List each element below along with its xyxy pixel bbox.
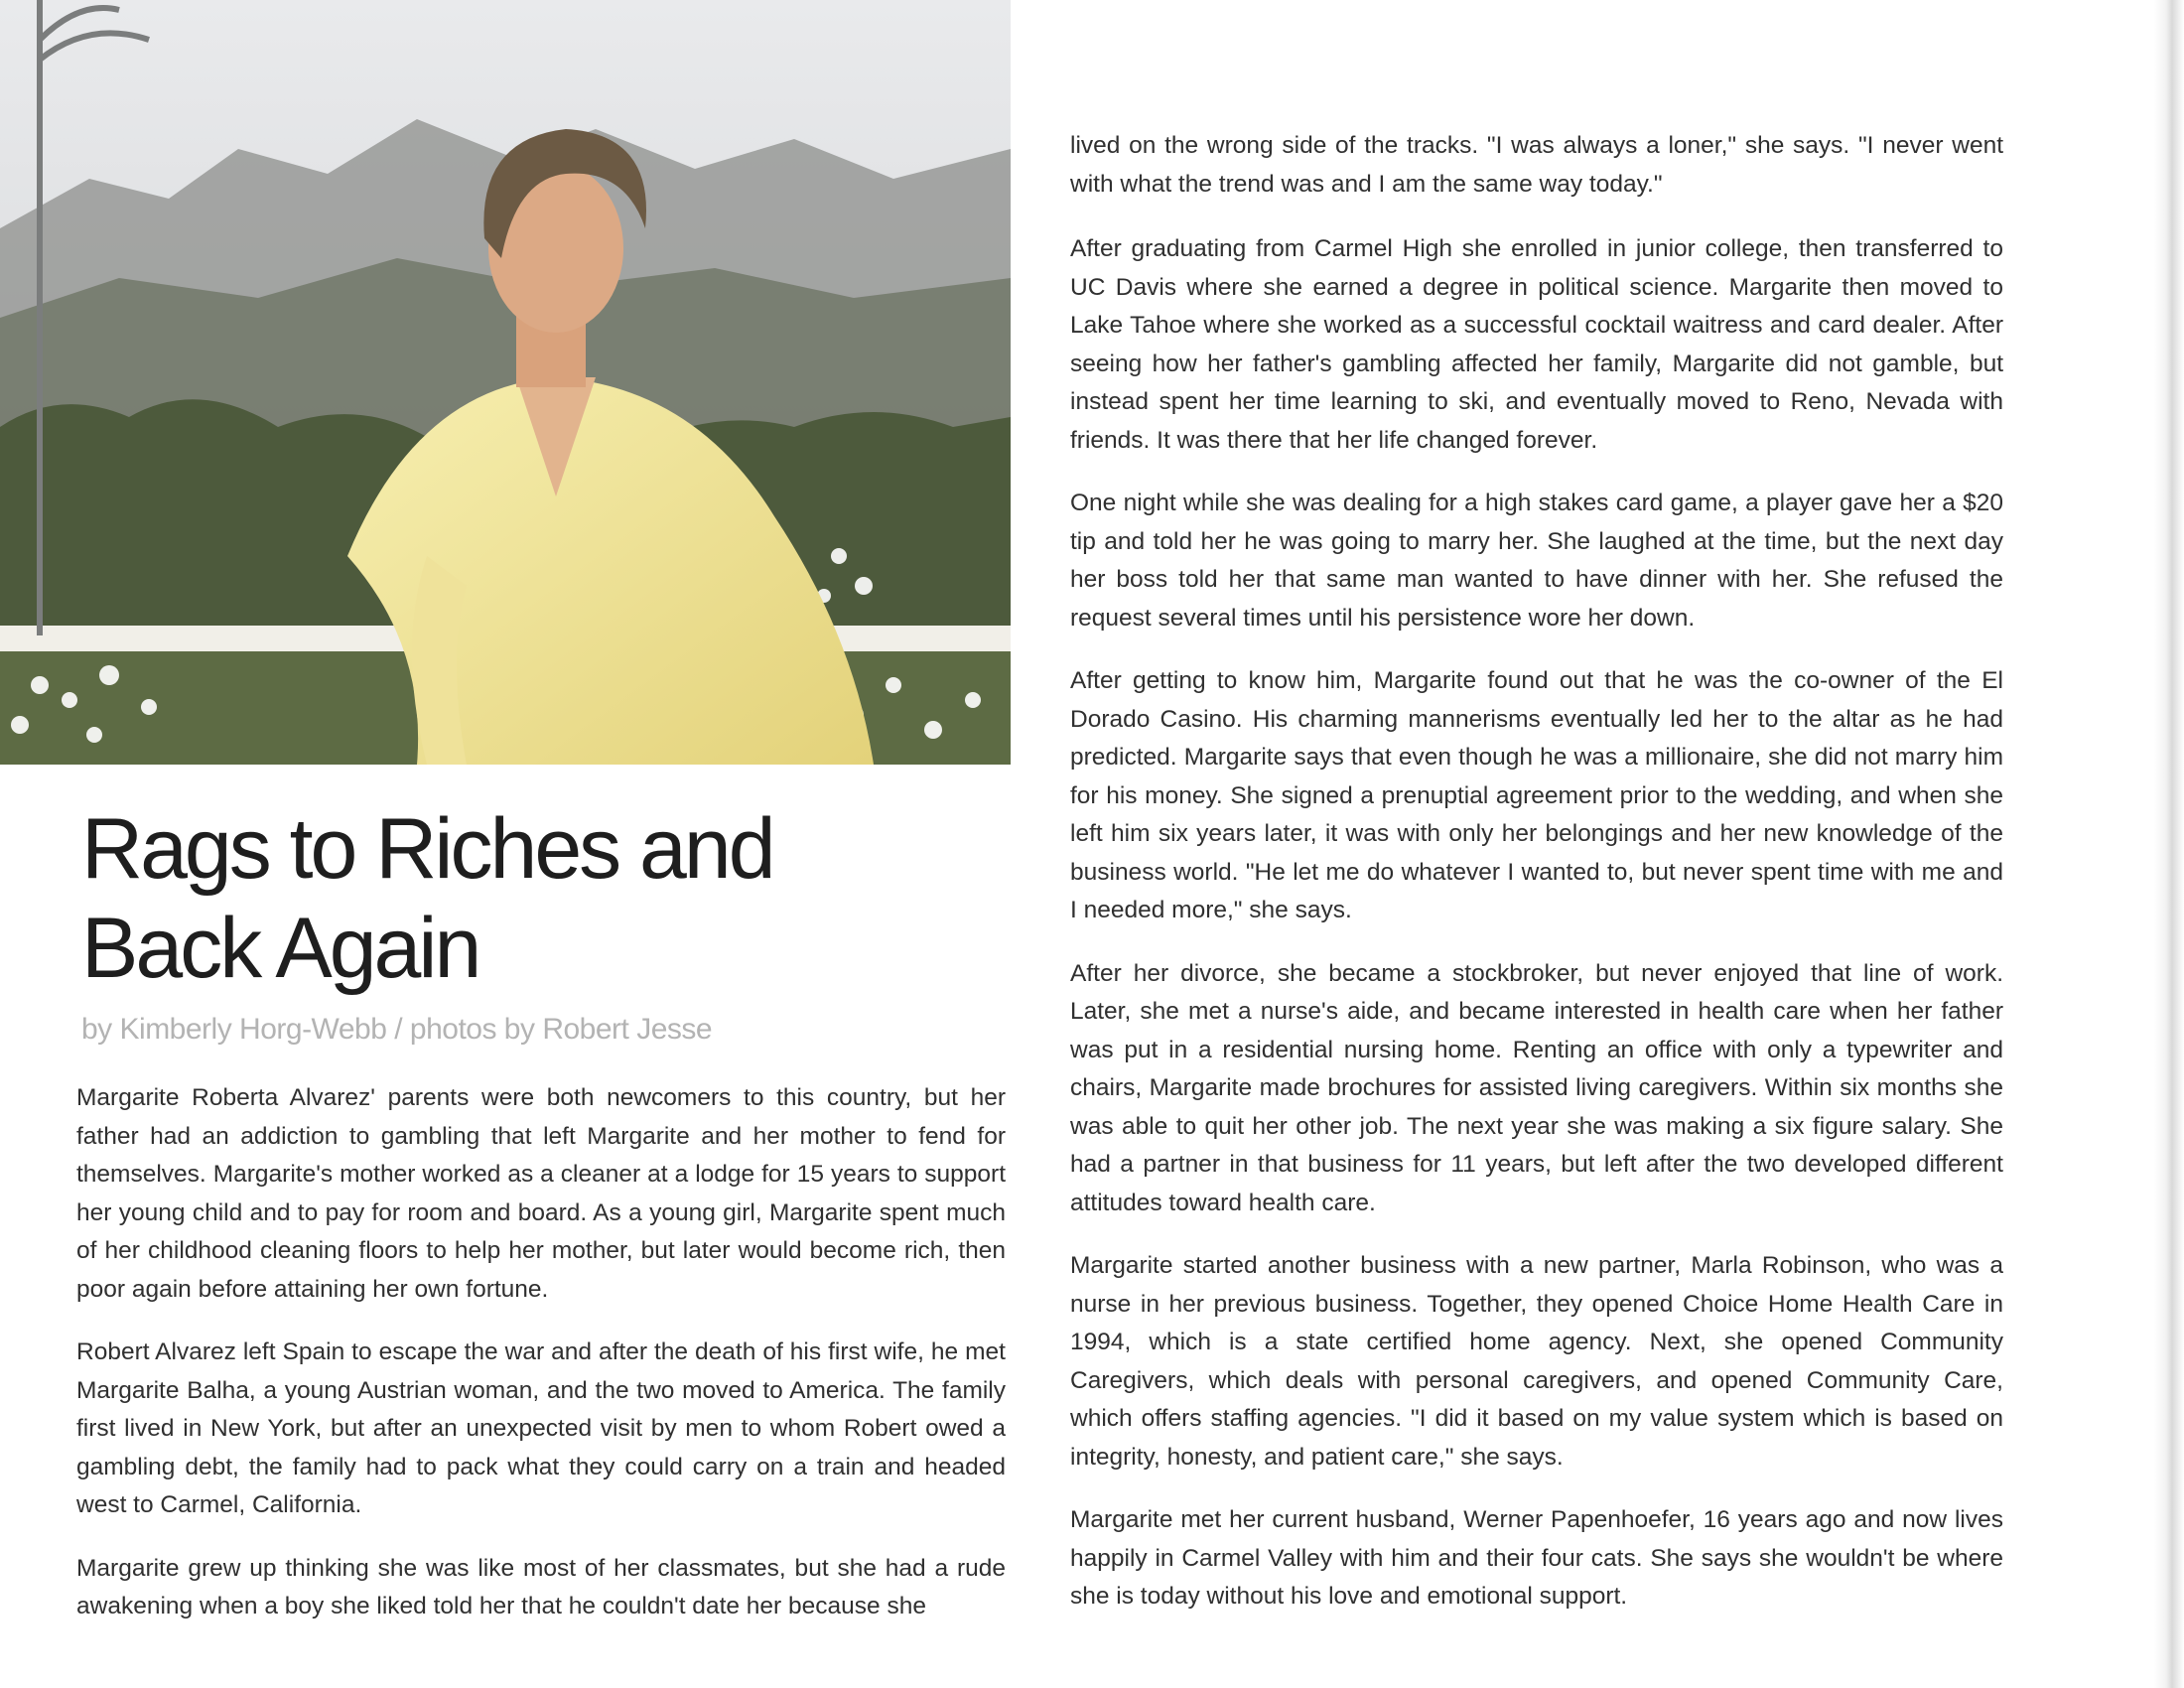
portrait-photo-icon (0, 0, 1011, 765)
right-column (1070, 127, 2003, 1641)
article-title-line-1: Rags to Riches and (81, 801, 773, 897)
paragraph: Robert Alvarez left Spain to escape the war and after the death of his first wife, he met Margarite Balha, a young Austrian woman, and the two moved to America. The family first lived in New York, but after an unexpected visit by men to whom Robert owed a gambling debt, the family had to pack what they could carry on a train and headed west to Carmel, California. (76, 1338, 1006, 1518)
page-edge (2154, 0, 2184, 1688)
left-column (76, 1079, 1006, 1651)
paragraph: lived on the wrong side of the tracks. "I was always a loner," she says. "I never went with what the trend was and I am the same way today." (1070, 132, 2003, 198)
paragraph: After graduating from Carmel High she enrolled in junior college, then transferred to UC Davis where she earned a degree in political science. Margarite then moved to Lake Tahoe where she worked as a successful cocktail waitress and card dealer. After seeing how her father's gambling affected her family, Margarite did not gamble, but instead spent her time learning to ski, and eventually moved to Reno, Nevada with friends. It was there that her life changed forever. (1070, 235, 2003, 454)
paragraph: Margarite grew up thinking she was like most of her classmates, but she had a rude awakening when a boy she liked told her that he couldn't date her because she (76, 1554, 1006, 1619)
article-title-line-2: Back Again (81, 901, 479, 996)
paragraph: Margarite started another business with a new partner, Marla Robinson, who was a nurse in her previous business. Together, they opened Choice Home Health Care in 1994, which is a state certified home agency. Next, she opened Community Caregivers, which deals with personal caregivers, and opened Community Care, which offers staffing agencies. "I did it based on my value system which is based on integrity, honesty, and patient care," she says. (1070, 1252, 2003, 1471)
paragraph: Margarite Roberta Alvarez' parents were both newcomers to this country, but her father had an addiction to gambling that left Margarite and her mother to fend for themselves. Margarite's mother worked as a cleaner at a lodge for 15 years to support her young child and to pay for room and board. As a young girl, Margarite spent much of her childhood cleaning floors to help her mother, but later would become rich, then poor again before attaining her own fortune. (76, 1084, 1006, 1303)
paragraph: Margarite met her current husband, Werner Papenhoefer, 16 years ago and now lives happily in Carmel Valley with him and their four cats. She says she wouldn't be where she is today without his love and emotional support. (1070, 1506, 2003, 1610)
paragraph: After her divorce, she became a stockbroker, but never enjoyed that line of work. Later, she met a nurse's aide, and became interested in health care when her father was put in a residential nursing home. Renting an office with only a typewriter and chairs, Margarite made brochures for assisted living caregivers. Within six months she was able to quit her other job. The next year she was making a six figure salary. She had a partner in that business for 11 years, but left after the two developed different attitudes toward health care. (1070, 959, 2003, 1216)
paragraph: One night while she was dealing for a high stakes card game, a player gave her a $20 tip and told her he was going to marry her. She laughed at the time, but the next day her boss told her that same man wanted to have dinner with her. She refused the request several times until his persistence wore her down. (1070, 490, 2003, 632)
article-photo (0, 0, 1011, 765)
byline: by Kimberly Horg-Webb / photos by Robert Jesse (81, 1013, 713, 1046)
paragraph: After getting to know him, Margarite found out that he was the co-owner of the El Dorado Casino. His charming mannerisms eventually led her to the altar as he had predicted. Margarite says that even though he was a millionaire, she did not marry him for his money. She signed a prenuptial agreement prior to the wedding, and when she left him six years later, it was with only her belongings and her new knowledge of the business world. "He let me do whatever I wanted to, but never spent time with me and I needed more," she says. (1070, 667, 2003, 923)
article-title (81, 799, 975, 998)
